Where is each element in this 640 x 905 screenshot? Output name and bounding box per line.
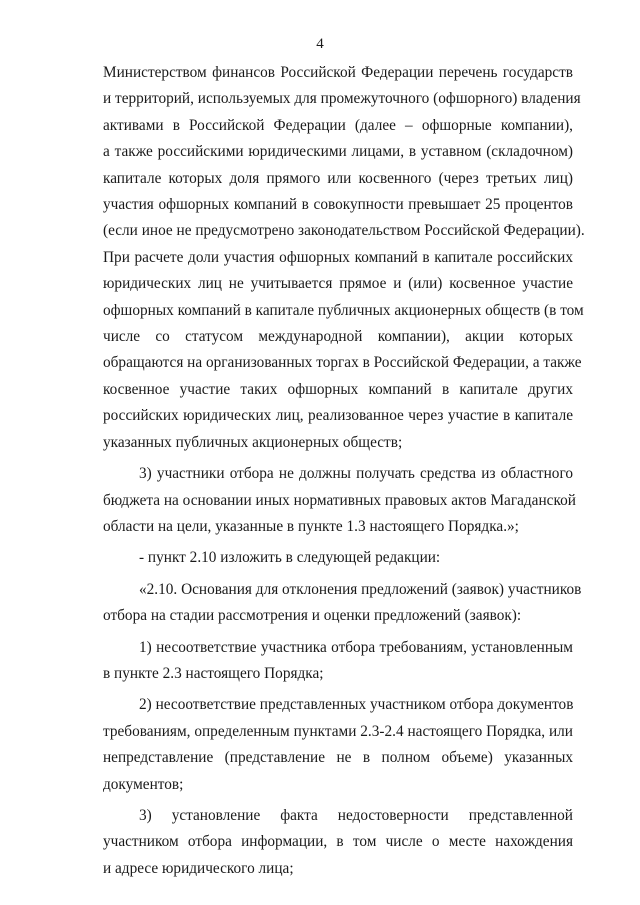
text-line: (если иное не предусмотрено законодательством Российской Федерации). [103,222,585,240]
paragraph-reason-2 [103,692,573,798]
text-line: юридических лиц не учитывается прямое и (или) косвенное участие [103,275,573,293]
text-line: При расчете доли участия офшорных компаний в капитале российских [103,248,573,266]
text-line: в пункте 2.3 настоящего Порядка; [103,664,324,682]
text-line: участия офшорных компаний в совокупности превышает 25 процентов [103,196,573,214]
text-line: офшорных компаний в капитале публичных акционерных обществ (в том [103,301,584,319]
paragraph-amendment-intro [103,545,573,571]
paragraph-section-2-10 [103,577,582,630]
text-line: - пункт 2.10 изложить в следующей редакции: [139,549,441,567]
text-line: активами в Российской Федерации (далее – офшорные компании), [103,116,573,134]
text-line: области на цели, указанные в пункте 1.3 настоящего Порядка.»; [103,517,519,535]
text-line: 1) несоответствие участника отбора требованиям, установленным [139,638,573,656]
text-line: непредставление (представление не в полном объеме) указанных [103,749,573,767]
text-line: 3) участники отбора не должны получать средства из областного [139,465,573,483]
text-line: и территорий, используемых для промежуточного (офшорного) владения [103,90,581,108]
page-number: 4 [316,36,324,52]
text-line: и адресе юридического лица; [103,859,294,877]
paragraph-offshore-definition [103,60,585,456]
text-line: указанных публичных акционерных обществ; [103,433,403,451]
text-line: «2.10. Основания для отклонения предложений (заявок) участников [139,580,582,598]
paragraph-reason-3 [103,803,573,882]
text-line: участником отбора информации, в том числе о месте нахождения [103,833,573,851]
text-line: 2) несоответствие представленных участником отбора документов [139,696,574,714]
paragraph-reason-1 [103,635,573,688]
text-line: требованиям, определенным пунктами 2.3-2.4 настоящего Порядка, или [103,722,573,740]
text-line: обращаются на организованных торгах в Российской Федерации, а также [103,354,582,372]
text-line: документов; [103,775,184,793]
text-line: а также российскими юридическими лицами, в уставном (складочном) [103,143,573,161]
text-line: бюджета на основании иных нормативных правовых актов Магаданской [103,491,576,509]
text-line: числе со статусом международной компании), акции которых [103,328,573,346]
text-line: Министерством финансов Российской Федерации перечень государств [103,64,573,81]
text-line: российских юридических лиц, реализованное через участие в капитале [103,407,573,425]
document-body [103,60,585,882]
paragraph-item-3 [103,461,576,540]
text-line: капитале которых доля прямого или косвенного (через третьих лиц) [103,169,573,187]
text-line: отбора на стадии рассмотрения и оценки предложений (заявок): [103,607,522,625]
text-line: косвенное участие таких офшорных компаний в капитале других [103,380,573,398]
text-line: 3) установление факта недостоверности представленной [139,806,573,824]
